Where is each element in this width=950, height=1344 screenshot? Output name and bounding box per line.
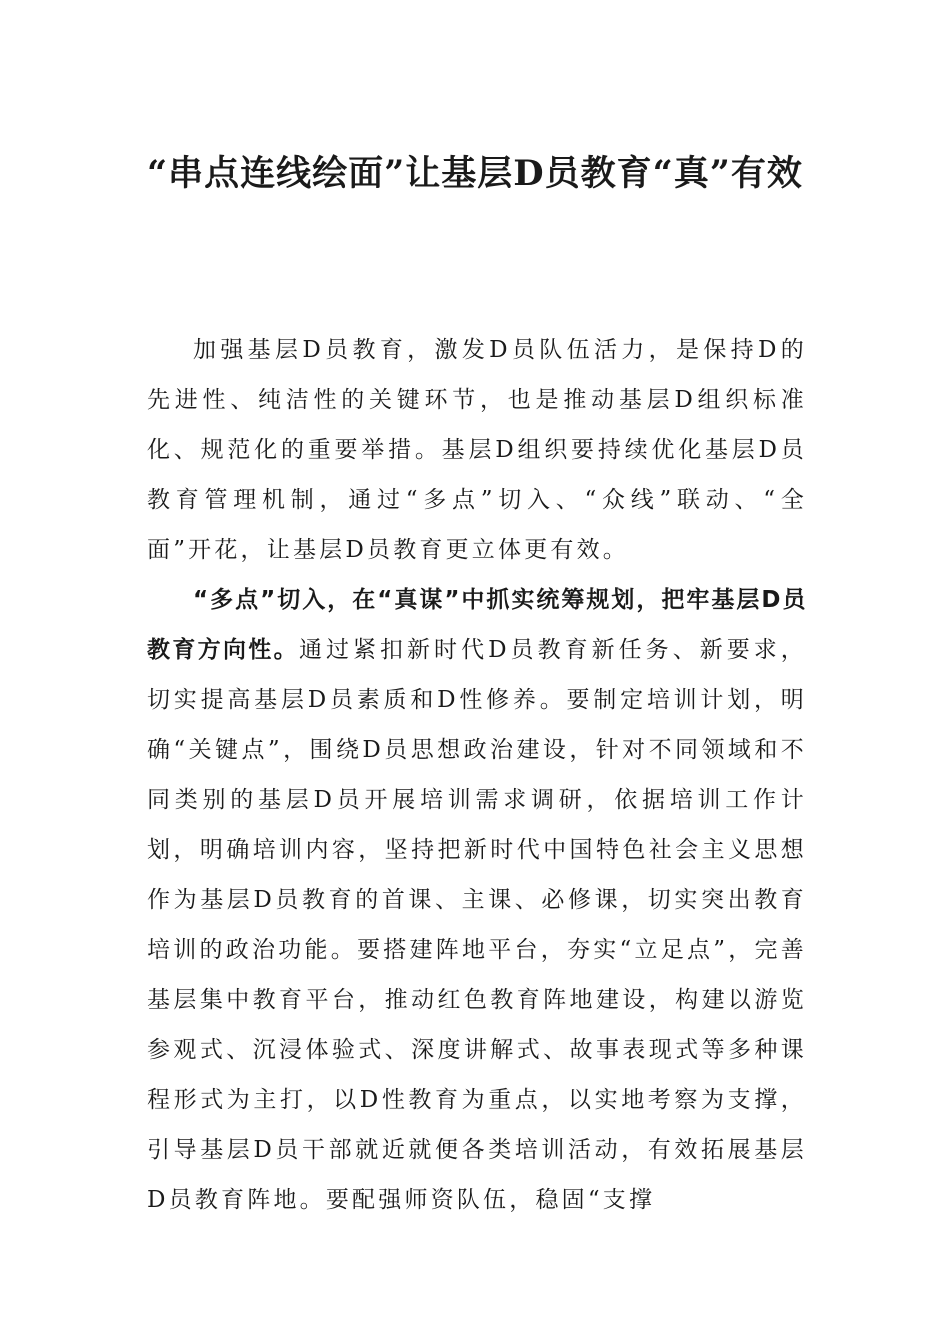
paragraph-intro	[147, 325, 807, 575]
document-body	[147, 325, 807, 1225]
document-title: “串点连线绘面”让基层D员教育“真”有效	[147, 153, 803, 194]
paragraph-section-1	[147, 575, 807, 1225]
paragraph-text: 通过紧扣新时代D员教育新任务、新要求，切实提高基层D员素质和D性修养。要制定培训计划，明确“关键点”，围绕D员思想政治建设，针对不同领域和不同类别的基层D员开展培训需求调研，依据培训工作计划，明确培训内容，坚持把新时代中国特色社会主义思想作为基层D员教育的首课、主课、必修课，切实突出教育培训的政治功能。要搭建阵地平台，夯实“立足点”，完善基层集中教育平台，推动红色教育阵地建设，构建以游览参观式、沉浸体验式、深度讲解式、故事表现式等多种课程形式为主打，以D性教育为重点，以实地考察为支撑，引导基层D员干部就近就便各类培训活动，有效拓展基层D员教育阵地。要配强师资队伍，稳固“支撑	[147, 637, 807, 1213]
paragraph-text: 加强基层D员教育，激发D员队伍活力，是保持D的先进性、纯洁性的关键环节，也是推动基层D组织标准化、规范化的重要举措。基层D组织要持续优化基层D员教育管理机制，通过“多点”切入、“众线”联动、“全面”开花，让基层D员教育更立体更有效。	[147, 337, 807, 563]
section-heading: “多点”切入，在“真谋”中抓实统筹规划，把牢基层D员教育方向性。	[147, 587, 807, 663]
